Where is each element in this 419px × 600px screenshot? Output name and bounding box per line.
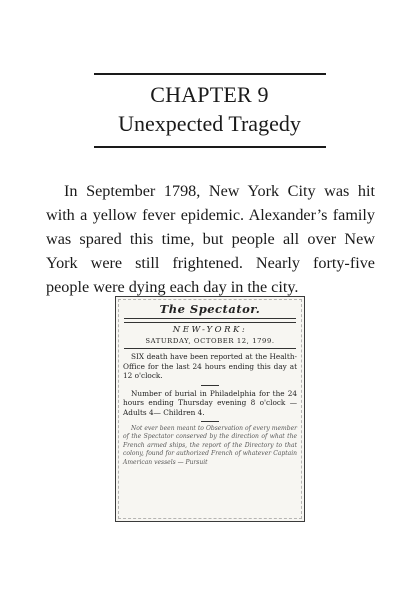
bottom-rule	[94, 146, 326, 148]
masthead-rule	[124, 318, 296, 323]
section-divider	[201, 421, 219, 422]
dateline-city: NEW-YORK:	[172, 325, 248, 335]
dateline-date: SATURDAY, OCTOBER 12, 1799.	[145, 337, 275, 345]
clipping-paragraph-faint: Not ever been meant to Observation of every member of the Spectator conserved by the direction of what the French armed ships, the report of the Directory to that colony, found for authorized French of whatever Captain American vessels — Pursuit	[123, 425, 297, 466]
chapter-title: Unexpected Tragedy	[118, 111, 301, 136]
newspaper-clipping	[115, 296, 305, 522]
newspaper-masthead: The Spectator.	[159, 302, 261, 316]
clipping-paragraph-deaths: SIX death have been reported at the Health-Office for the last 24 hours ending this day at 12 o'clock.	[123, 352, 297, 380]
body-paragraph: In September 1798, New York City was hit with a yellow fever epidemic. Alexander’s family was spared this time, but people all over New York were still frightened. Nearly forty-five people were dying each day in the city.	[46, 182, 375, 296]
top-rule	[94, 73, 326, 75]
dateline-rule	[124, 348, 296, 349]
clipping-paragraph-burials: Number of burial in Philadelphia for the 24 hours ending Thursday evening 8 o'clock —Adults 4— Children 4.	[123, 388, 297, 417]
section-divider	[201, 385, 219, 386]
chapter-number: CHAPTER 9	[150, 82, 269, 107]
